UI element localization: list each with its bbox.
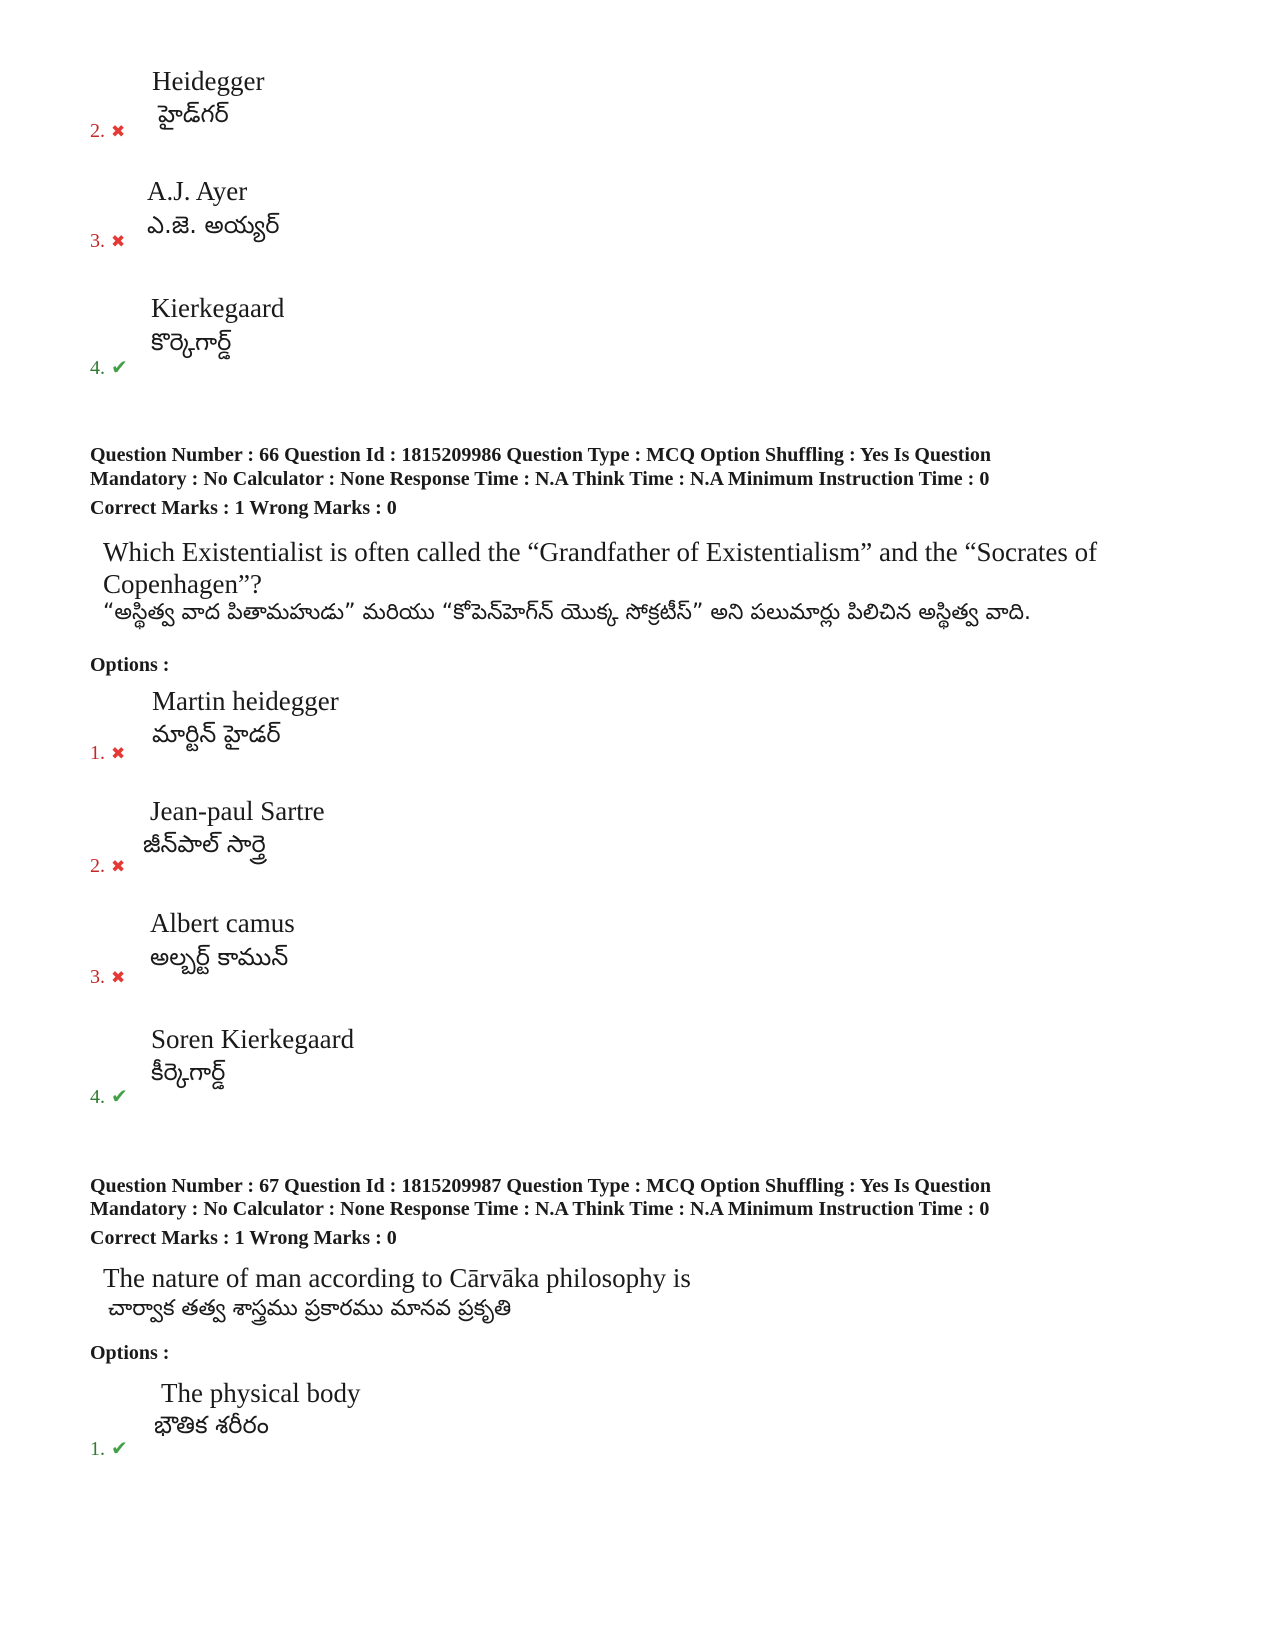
question-meta: Mandatory : No Calculator : None Response Time : N.A Think Time : N.A Minimum Instruction Time : 0 bbox=[90, 468, 990, 490]
option-number: 2. ✖ bbox=[90, 855, 126, 877]
option-telugu: హైడ్‌గర్ bbox=[158, 100, 229, 128]
question-marks: Correct Marks : 1 Wrong Marks : 0 bbox=[90, 497, 397, 519]
option-telugu: మార్టిన్ హైడర్ bbox=[152, 720, 281, 748]
option-number: 3. ✖ bbox=[90, 966, 126, 988]
option-number: 2. ✖ bbox=[90, 120, 126, 142]
question-meta: Question Number : 66 Question Id : 1815209986 Question Type : MCQ Option Shuffling : Yes Is Question bbox=[90, 444, 992, 466]
option-telugu: జీన్‌పాల్ సార్త్రె bbox=[143, 830, 266, 858]
option-english: A.J. Ayer bbox=[147, 176, 248, 206]
option-english: Heidegger bbox=[152, 66, 265, 96]
option-number: 1. ✖ bbox=[90, 742, 126, 764]
option-english: Martin heidegger bbox=[152, 686, 339, 716]
option-telugu: ఎ.జె. అయ్యర్ bbox=[147, 211, 280, 239]
option-telugu: అల్బర్ట్ కామున్ bbox=[150, 943, 289, 971]
option-number: 1. ✔ bbox=[90, 1438, 128, 1460]
option-telugu: భౌతిక శరీరం bbox=[154, 1411, 269, 1439]
option-telugu: కీర్కెగార్డ్ bbox=[151, 1058, 226, 1086]
option-english: The physical body bbox=[161, 1378, 361, 1408]
question-meta: Mandatory : No Calculator : None Response Time : N.A Think Time : N.A Minimum Instruction Time : 0 bbox=[90, 1198, 990, 1220]
question-text-telugu: చార్వాక తత్వ శాస్త్రము ప్రకారము మానవ ప్రకృతి bbox=[108, 1296, 512, 1321]
question-text-english: Copenhagen”? bbox=[103, 569, 262, 599]
option-english: Soren Kierkegaard bbox=[151, 1024, 355, 1054]
check-mark-icon: ✔ bbox=[111, 1438, 128, 1460]
option-english: Jean-paul Sartre bbox=[150, 796, 325, 826]
option-english: Albert camus bbox=[150, 908, 295, 938]
options-label: Options : bbox=[90, 1342, 170, 1364]
question-text-english: Which Existentialist is often called the “Grandfather of Existentialism” and the “Socrates of bbox=[103, 537, 1098, 567]
question-marks: Correct Marks : 1 Wrong Marks : 0 bbox=[90, 1227, 397, 1249]
cross-mark-icon: ✖ bbox=[111, 857, 126, 876]
question-text-telugu: “అస్థిత్వ వాద పితామహుడు” మరియు “కోపెన్‌హెగ్‌న్ యొక్క సోక్రటీస్” అని పలుమార్లు పిలిచిన అస్థిత్వ వాది. bbox=[103, 600, 1032, 625]
check-mark-icon: ✔ bbox=[111, 1086, 128, 1108]
cross-mark-icon: ✖ bbox=[111, 122, 126, 141]
check-mark-icon: ✔ bbox=[111, 357, 128, 379]
option-telugu: కొర్కెగార్డ్ bbox=[151, 328, 232, 356]
option-english: Kierkegaard bbox=[151, 293, 285, 323]
option-number: 4. ✔ bbox=[90, 1086, 128, 1108]
options-label: Options : bbox=[90, 654, 170, 676]
option-number: 3. ✖ bbox=[90, 230, 126, 252]
cross-mark-icon: ✖ bbox=[111, 744, 126, 763]
cross-mark-icon: ✖ bbox=[111, 968, 126, 987]
option-number: 4. ✔ bbox=[90, 357, 128, 379]
question-text-english: The nature of man according to Cārvāka philosophy is bbox=[103, 1263, 691, 1293]
question-meta: Question Number : 67 Question Id : 1815209987 Question Type : MCQ Option Shuffling : Yes Is Question bbox=[90, 1175, 992, 1197]
cross-mark-icon: ✖ bbox=[111, 232, 126, 251]
